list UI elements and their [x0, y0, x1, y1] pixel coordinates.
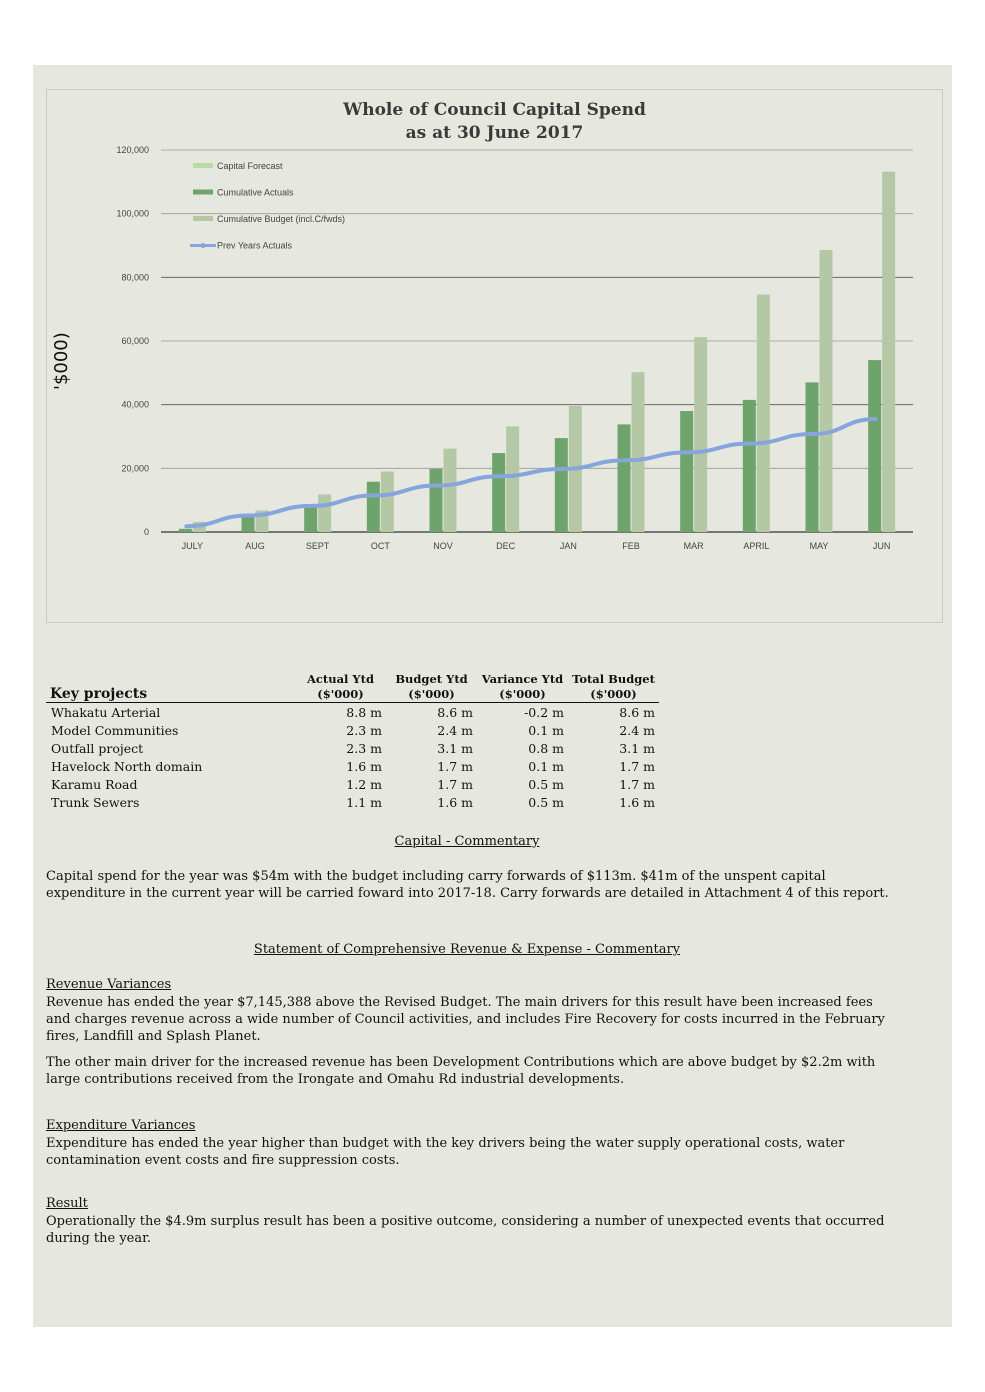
bar-cumulative-budget: [820, 250, 833, 532]
table-row: Havelock North domain 1.6 m 1.7 m 0.1 m 1.7 m: [51, 758, 655, 774]
chart-plot: [47, 90, 942, 622]
revenue-variances-heading: Revenue Variances: [46, 977, 172, 992]
bar-cumulative-actuals: [555, 438, 568, 532]
x-tick-label: JULY: [181, 541, 204, 551]
x-tick-label: AUG: [245, 541, 265, 551]
table-row: Outfall project 2.3 m 3.1 m 0.8 m 3.1 m: [51, 740, 655, 756]
legend-label: Capital Forecast: [217, 161, 283, 171]
column-header: Total Budget ($'000): [572, 672, 655, 701]
x-tick-label: DEC: [496, 541, 516, 551]
bar-cumulative-actuals: [680, 411, 693, 532]
key-projects-table: [46, 672, 659, 811]
x-tick-label: SEPT: [305, 541, 330, 551]
key-projects-title: Key projects: [50, 686, 148, 702]
bar-cumulative-actuals: [806, 382, 819, 532]
column-header: Variance Ytd ($'000): [481, 672, 564, 701]
column-header: Actual Ytd ($'000): [307, 672, 374, 701]
bar-cumulative-actuals: [868, 360, 881, 532]
bar-cumulative-budget: [882, 172, 895, 532]
legend-label: Cumulative Actuals: [217, 187, 294, 198]
chart-subtitle: as at 30 June 2017: [405, 123, 584, 143]
y-tick-label: 0: [143, 527, 149, 537]
table-row: Whakatu Arterial 8.8 m 8.6 m -0.2 m 8.6 m: [51, 704, 655, 720]
bar-cumulative-actuals: [743, 400, 756, 532]
bar-cumulative-actuals: [492, 453, 505, 532]
bar-cumulative-actuals: [179, 529, 192, 532]
x-tick-label: FEB: [622, 541, 640, 551]
legend-swatch: [193, 163, 213, 168]
capital-spend-chart: [46, 89, 943, 623]
bar-cumulative-budget: [506, 426, 519, 532]
x-tick-label: OCT: [370, 541, 390, 551]
y-tick-label: 100,000: [116, 208, 149, 219]
bar-cumulative-budget: [318, 494, 331, 532]
y-tick-label: 40,000: [121, 399, 149, 410]
expenditure-paragraph: Expenditure has ended the year higher than budget with the key drivers being the water supply operational costs, water contamination event costs and fire suppression costs.: [46, 1136, 845, 1168]
bar-cumulative-budget: [694, 337, 707, 532]
x-tick-label: JUN: [872, 541, 891, 551]
table-row: Trunk Sewers 1.1 m 1.6 m 0.5 m 1.6 m: [51, 794, 655, 810]
statement-commentary-heading: Statement of Comprehensive Revenue & Expense - Commentary: [253, 942, 681, 957]
chart-title: Whole of Council Capital Spend: [343, 100, 646, 120]
bar-cumulative-budget: [381, 472, 394, 532]
legend-label: Prev Years Actuals: [217, 240, 293, 251]
legend-swatch: [193, 190, 213, 195]
table-row: Model Communities 2.3 m 2.4 m 0.1 m 2.4 m: [51, 722, 655, 738]
revenue-paragraph-1: Revenue has ended the year $7,145,388 above the Revised Budget. The main drivers for this result have been increased fees and charges revenue across a wide number of Council activities, and includes Fire Recovery for costs incurred in the February fires, Landfill and Splash Planet.: [46, 995, 885, 1044]
column-header: Budget Ytd ($'000): [395, 672, 468, 701]
legend-label: Cumulative Budget (incl.C/fwds): [217, 214, 346, 224]
revenue-paragraph-2: The other main driver for the increased revenue has been Development Contributions which are above budget by $2.2m with large contributions received from the Irongate and Omahu Rd industrial developments.: [46, 1055, 876, 1087]
expenditure-variances-heading: Expenditure Variances: [46, 1118, 196, 1133]
x-tick-label: JAN: [559, 541, 577, 551]
table-row: Karamu Road 1.2 m 1.7 m 0.5 m 1.7 m: [51, 776, 655, 792]
legend-marker: [201, 243, 206, 248]
bar-cumulative-budget: [632, 372, 645, 532]
bar-cumulative-budget: [444, 449, 457, 532]
bar-cumulative-budget: [757, 295, 770, 532]
capital-commentary-text: Capital spend for the year was $54m with the budget including carry forwards of $113m. $41m of the unspent capital expenditure in the current year will be carried foward into 2017-18. Carry forwards are detailed in Attachment 4 of this report.: [46, 869, 889, 901]
result-heading: Result: [46, 1196, 88, 1211]
y-tick-label: 120,000: [116, 145, 149, 155]
bar-cumulative-actuals: [367, 482, 380, 532]
y-tick-label: 60,000: [121, 336, 149, 346]
result-paragraph: Operationally the $4.9m surplus result has been a positive outcome, considering a number of unexpected events that occurred during the year.: [46, 1214, 885, 1246]
bar-cumulative-actuals: [618, 424, 631, 532]
x-tick-label: MAY: [809, 541, 829, 551]
x-tick-label: NOV: [433, 541, 453, 551]
x-tick-label: APRIL: [743, 541, 770, 551]
y-tick-label: 20,000: [121, 463, 149, 474]
bar-cumulative-actuals: [304, 505, 317, 532]
y-tick-label: 80,000: [121, 272, 149, 283]
y-axis-label: '$000): [51, 332, 72, 390]
capital-commentary-heading: Capital - Commentary: [394, 834, 540, 849]
x-tick-label: MAR: [683, 541, 704, 551]
line-prev-years-actuals: [186, 419, 875, 526]
legend-swatch: [193, 216, 213, 221]
bar-cumulative-actuals: [430, 469, 443, 532]
bar-cumulative-actuals: [242, 516, 255, 532]
